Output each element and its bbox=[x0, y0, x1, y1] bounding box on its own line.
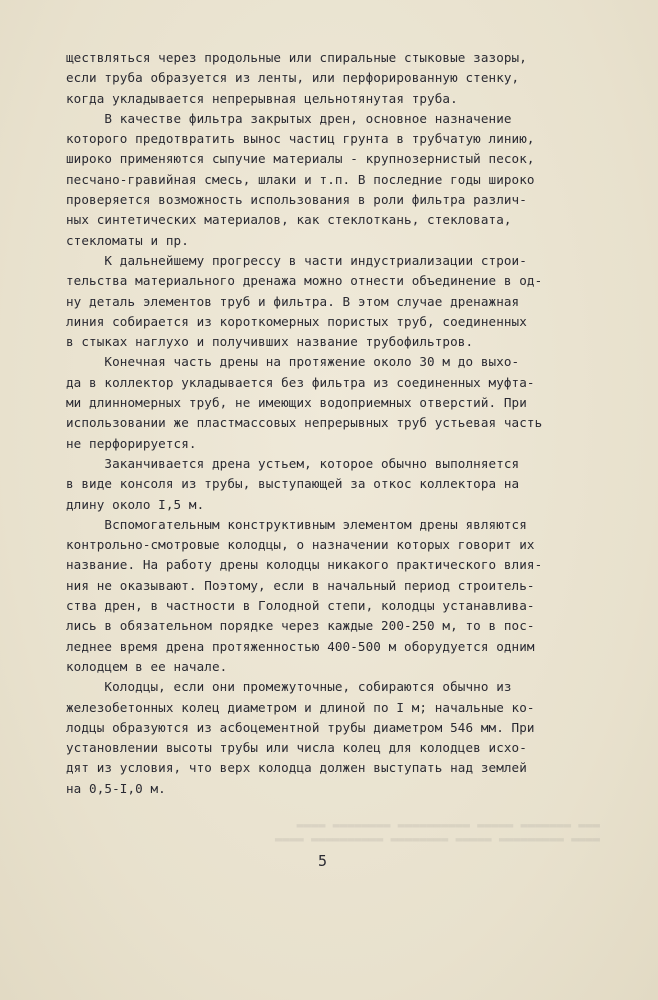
text-line: в виде консоля из трубы, выступающей за откос коллектора на bbox=[66, 476, 520, 492]
text-line: линия собирается из короткомерных пористых труб, соединенных bbox=[66, 313, 527, 329]
show-through-shadow: ▬▬▬ ▬▬▬▬▬▬▬ ▬▬▬▬▬ ▬▬▬▬▬▬▬▬▬▬ ▬▬▬▬▬▬▬▬ ▬▬▬▬ ▬▬▬▬ ▬▬▬▬▬▬▬▬▬ ▬▬▬▬▬ ▬▬▬▬▬▬▬▬ ▬▬▬▬▬▬▬▬▬▬ ▬▬▬▬ bbox=[274, 818, 600, 846]
text-line: железобетонных колец диаметром и длиной по I м; начальные ко- bbox=[66, 699, 535, 715]
text-line: ну деталь элементов труб и фильтра. В этом случае дренажная bbox=[66, 293, 520, 309]
text-line: ществляться через продольные или спиральные стыковые зазоры, bbox=[66, 50, 527, 65]
text-line: К дальнейшему прогрессу в части индустриализации строи- bbox=[66, 252, 527, 268]
text-line: Вспомогательным конструктивным элементом дрены являются bbox=[66, 516, 527, 532]
text-line: Заканчивается дрена устьем, которое обычно выполняется bbox=[66, 455, 520, 471]
text-line: Конечная часть дрены на протяжение около 30 м до выхо- bbox=[66, 354, 520, 370]
text-line: если труба образуется из ленты, или перфорированную стенку, bbox=[66, 70, 520, 86]
text-line: проверяется возможность использования в роли фильтра различ- bbox=[66, 192, 527, 208]
text-line: да в коллектор укладывается без фильтра из соединенных муфта- bbox=[66, 374, 535, 390]
text-line: использовании же пластмассовых непрерывных труб устьевая часть bbox=[66, 415, 543, 431]
text-line: когда укладывается непрерывная цельнотянутая труба. bbox=[66, 90, 458, 106]
text-line: в стыках наглухо и получивших название трубофильтров. bbox=[66, 334, 474, 350]
text-line: широко применяются сыпучие материалы - крупнозернистый песок, bbox=[66, 151, 535, 167]
text-line: песчано-гравийная смесь, шлаки и т.п. В последние годы широко bbox=[66, 171, 535, 187]
text-line: ства дрен, в частности в Голодной степи, колодцы устанавлива- bbox=[66, 598, 535, 614]
text-line: название. На работу дрены колодцы никакого практического влия- bbox=[66, 557, 543, 573]
text-line: лодцы образуются из асбоцементной трубы диаметром 546 мм. При bbox=[66, 719, 535, 735]
text-line: ния не оказывают. Поэтому, если в начальный период строитель- bbox=[66, 577, 535, 593]
text-line: В качестве фильтра закрытых дрен, основное назначение bbox=[66, 110, 512, 126]
text-line: леднее время дрена протяженностью 400-500 м оборудуется одним bbox=[66, 638, 535, 654]
text-line: дят из условия, что верх колодца должен выступать над землей bbox=[66, 760, 527, 776]
text-line: ми длинномерных труб, не имеющих водоприемных отверстий. При bbox=[66, 395, 527, 411]
text-line: на 0,5-I,0 м. bbox=[66, 780, 166, 796]
text-line: длину около I,5 м. bbox=[66, 496, 205, 512]
text-line: лись в обязательном порядке через каждые 200-250 м, то в пос- bbox=[66, 618, 535, 634]
text-line: тельства материального дренажа можно отнести объединение в од- bbox=[66, 273, 543, 289]
text-line: стекломаты и пр. bbox=[66, 232, 189, 248]
page-number: 5 bbox=[318, 852, 328, 870]
text-line: установлении высоты трубы или числа колец для колодцев исхо- bbox=[66, 740, 527, 756]
text-line: не перфорируется. bbox=[66, 435, 197, 451]
text-line: колодцем в ее начале. bbox=[66, 658, 228, 674]
text-line: Колодцы, если они промежуточные, собираются обычно из bbox=[66, 679, 512, 695]
body-text bbox=[66, 48, 586, 799]
text-line: ных синтетических материалов, как стеклоткань, стекловата, bbox=[66, 212, 512, 228]
text-line: контрольно-смотровые колодцы, о назначении которых говорит их bbox=[66, 537, 535, 553]
text-line: которого предотвратить вынос частиц грунта в трубчатую линию, bbox=[66, 131, 535, 147]
